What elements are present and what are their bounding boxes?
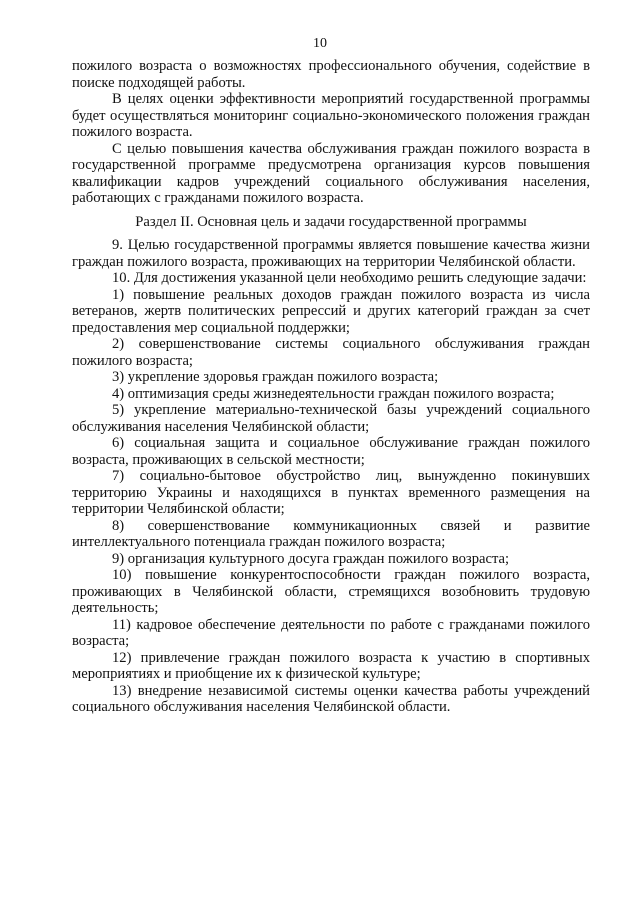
task-item-5: 5) укрепление материально-технической базы учреждений социального обслуживания населения Челябинской области; bbox=[72, 402, 590, 435]
task-item-8: 8) совершенствование коммуникационных связей и развитие интеллектуального потенциала граждан пожилого возраста; bbox=[72, 517, 590, 550]
task-item-4: 4) оптимизация среды жизнедеятельности граждан пожилого возраста; bbox=[112, 385, 555, 402]
paragraph: В целях оценки эффективности мероприятий государственной программы будет осуществляться мониторинг социально-экономического положения граждан пожилого возраста. bbox=[72, 91, 590, 140]
task-item-13: 13) внедрение независимой системы оценки качества работы учреждений социального обслуживания населения Челябинской области. bbox=[72, 682, 590, 715]
task-item-3: 3) укрепление здоровья граждан пожилого возраста; bbox=[112, 369, 439, 385]
paragraph-goal: 9. Целью государственной программы является повышение качества жизни граждан пожилого возраста, проживающих на территории Челябинской области. bbox=[72, 237, 590, 270]
task-item-9: 9) организация культурного досуга граждан пожилого возраста; bbox=[112, 550, 510, 567]
document-body bbox=[72, 58, 590, 716]
task-item-11: 11) кадровое обеспечение деятельности по работе с гражданами пожилого возраста; bbox=[72, 616, 590, 649]
task-item-10: 10) повышение конкурентоспособности граждан пожилого возраста, проживающих в Челябинской области, стремящихся возобновить трудовую деятельность; bbox=[72, 567, 590, 616]
task-item-2: 2) совершенствование системы социального обслуживания граждан пожилого возраста; bbox=[72, 336, 590, 369]
task-item-1: 1) повышение реальных доходов граждан пожилого возраста из числа ветеранов, жертв политических репрессий и других категорий граждан за счет предоставления мер социальной поддержки; bbox=[72, 286, 590, 336]
paragraph-tasks-intro: 10. Для достижения указанной цели необходимо решить следующие задачи: bbox=[112, 270, 587, 286]
paragraph: С целью повышения качества обслуживания граждан пожилого возраста в государственной программе предусмотрена организация курсов повышения квалификации кадров учреждений социального обслуживания населения, работающих с гражданами пожилого возраста. bbox=[72, 140, 590, 206]
section-heading: Раздел II. Основная цель и задачи государственной программы bbox=[135, 213, 527, 230]
paragraph: пожилого возраста о возможностях профессионального обучения, содействие в поиске подходящей работы. bbox=[72, 58, 590, 91]
task-item-12: 12) привлечение граждан пожилого возраста к участию в спортивных мероприятиях и приобщение их к физической культуре; bbox=[72, 649, 590, 682]
task-item-6: 6) социальная защита и социальное обслуживание граждан пожилого возраста, проживающих в сельской местности; bbox=[72, 435, 590, 468]
task-item-7: 7) социально-бытовое обустройство лиц, вынужденно покинувших территорию Украины и находящихся в пунктах временного размещения на территории Челябинской области; bbox=[72, 468, 590, 517]
page-number: 10 bbox=[313, 36, 327, 51]
